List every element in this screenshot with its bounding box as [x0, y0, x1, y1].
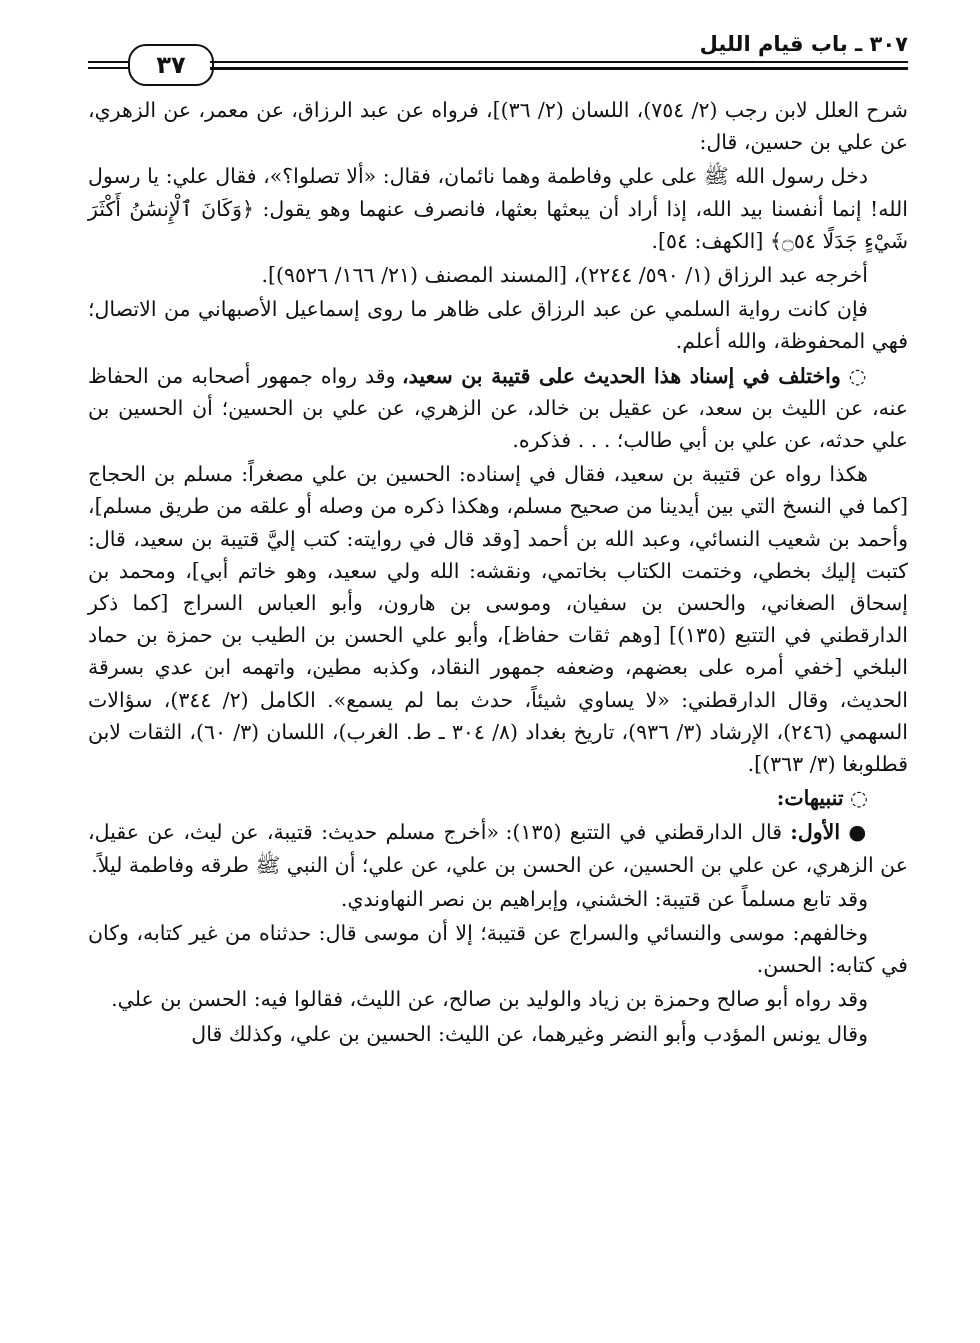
header-rule-left-1	[88, 61, 128, 63]
section-heading: تنبيهات:	[776, 786, 844, 811]
chapter-title: ٣٠٧ ـ باب قيام الليل	[699, 32, 908, 56]
section-mark-icon: ◌	[848, 363, 868, 388]
bullet-icon: ●	[848, 820, 868, 845]
paragraph: وقال يونس المؤدب وأبو النضر وغيرهما، عن الليث: الحسين بن علي، وكذلك قال	[191, 1021, 868, 1046]
paragraph: وقد رواه أبو صالح وحمزة بن زياد والوليد بن صالح، عن الليث، فقالوا فيه: الحسن بن علي.	[111, 987, 868, 1012]
paragraph: شرح العلل لابن رجب (٢/ ٧٥٤)، اللسان (٢/ ٣٦)]، فرواه عن عبد الرزاق، عن معمر، عن الزهري، عن علي بن حسين، قال:	[88, 98, 908, 155]
paragraph	[88, 782, 908, 814]
paragraph: وقد تابع مسلماً عن قتيبة: الخشني، وإبراهيم بن نصر النهاوندي.	[340, 886, 868, 911]
page-number: ٣٧	[156, 51, 186, 79]
header-rule-right-1	[210, 61, 908, 63]
header-rule-right-2	[210, 67, 908, 70]
paragraph-lead: الأول:	[790, 820, 841, 845]
section-mark-icon: ◌	[850, 786, 868, 811]
page-header	[88, 30, 908, 78]
header-rule-left-2	[88, 67, 128, 69]
paragraph-lead: واختلف في إسناد هذا الحديث على قتيبة بن سعيد،	[402, 363, 841, 388]
page-number-badge	[128, 44, 214, 86]
paragraph: أخرجه عبد الرزاق (١/ ٥٩٠/ ٢٢٤٤)، [المسند المصنف (٢١/ ١٦٦/ ٩٥٢٦)].	[261, 263, 868, 288]
paragraph: دخل رسول الله ﷺ على علي وفاطمة وهما نائمان، فقال: «ألا تصلوا؟»، فقال علي: يا رسول الله! إنما أنفسنا بيد الله، إذا أراد أن يبعثها بعثها، فانصرف عنهما وهو يقول: ﴿وَكَانَ ٱلْإِنسَٰنُ أَكْثَرَ شَيْءٍ جَدَلًا ۝٥٤﴾ [الكهف: ٥٤].	[88, 164, 908, 253]
paragraph: فإن كانت رواية السلمي عن عبد الرزاق على ظاهر ما روى إسماعيل الأصبهاني من الاتصال؛ فهي المحفوظة، والله أعلم.	[88, 297, 908, 354]
paragraph: ● الأول: قال الدارقطني في التتبع (١٣٥): «أخرج مسلم حديث: قتيبة، عن ليث، عن عقيل، عن الزهري، عن علي بن الحسين، عن الحسن بن علي، عن علي؛ أن النبي ﷺ طرقه وفاطمة ليلاً.	[88, 820, 908, 877]
page-body	[88, 94, 908, 1052]
paragraph: وخالفهم: موسى والنسائي والسراج عن قتيبة؛ إلا أن موسى قال: حدثناه من غير كتابه، وكان في كتابه: الحسن.	[88, 921, 908, 978]
paragraph: هكذا رواه عن قتيبة بن سعيد، فقال في إسناده: الحسين بن علي مصغراً: مسلم بن الحجاج [كما في النسخ التي بين أيدينا من صحيح مسلم، وهكذا ذكره من وصله أو علقه من طريق مسلم]، وأحمد بن شعيب النسائي، وعبد الله بن أحمد [وقد قال في روايته: كتب إليَّ قتيبة بن سعيد، قال: كتبت إليك بخطي، وختمت الكتاب بخاتمي، ونقشه: الله ولي سعيد، وهو خاتم أبي]، ومحمد بن إسحاق الصغاني، والحسن بن سفيان، وموسى بن هارون، وأبو العباس السراج [كما ذكر الدارقطني في التتبع (١٣٥)] [وهم ثقات حفاظ]، وأبو علي الحسن بن الطيب بن حمزة بن حماد البلخي [خفي أمره على بعضهم، وضعفه جمهور النقاد، وكذبه مطين، واتهمه ابن عدي بسرقة الحديث، وقال الدارقطني: «لا يساوي شيئاً، حدث بما لم يسمع». الكامل (٢/ ٣٤٤)، سؤالات السهمي (٢٤٦)، الإرشاد (٣/ ٩٣٦)، تاريخ بغداد (٨/ ٣٠٤ ـ ط. الغرب)، اللسان (٣/ ٦٠)، الثقات لابن قطلوبغا (٣/ ٣٦٣)].	[88, 462, 908, 777]
paragraph: ◌ واختلف في إسناد هذا الحديث على قتيبة بن سعيد، وقد رواه جمهور أصحابه من الحفاظ عنه، عن الليث بن سعد، عن عقيل بن خالد، عن الزهري، عن علي بن الحسين؛ أن الحسين بن علي حدثه، عن علي بن أبي طالب؛ . . . فذكره.	[88, 363, 908, 453]
